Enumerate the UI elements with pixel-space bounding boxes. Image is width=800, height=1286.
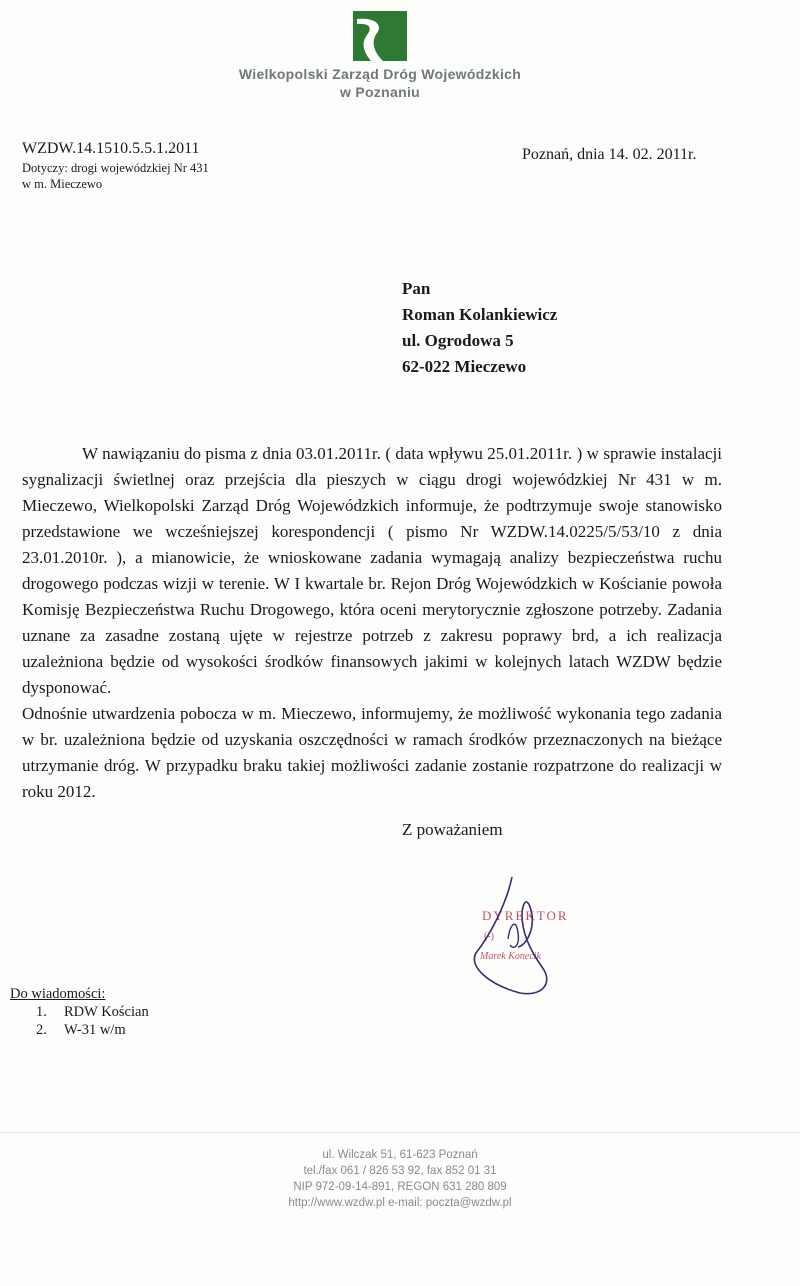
footer-web-email: http://www.wzdw.pl e-mail: poczta@wzdw.pl [288,1197,512,1209]
signature-stamp [470,875,610,995]
footer-address: ul. Wilczak 51, 61-623 Poznań [322,1149,478,1161]
body-paragraph-2: Odnośnie utwardzenia pobocza w m. Mieczewo, informujemy, że możliwość wykonania tego zadania w br. uzależniona będzie od uzyskania oszczędności w ramach środków przeznaczonych na bieżące utrzymanie dróg. W przypadku braku takiej możliwości zadanie zostanie rozpatrzone do realizacji w roku 2012. [22,704,722,801]
stamp-line: (-) [484,931,494,942]
recipient-street: ul. Ogrodowa 5 [402,331,514,350]
cc-item-number: 1. [36,1004,47,1020]
body-paragraph-1: W nawiązaniu do pisma z dnia 03.01.2011r. ( data wpływu 25.01.2011r. ) w sprawie instalacji sygnalizacji świetlnej oraz przejścia dla pieszych w ciągu drogi wojewódzkiej Nr 431 w m. Mieczewo, Wielkopolski Zarząd Dróg Wojewódzkich informuje, że podtrzymuje swoje stanowisko przedstawione we wcześniejszej korespondencji ( pismo Nr WZDW.14.0225/5/53/10 z dnia 23.01.2010r. ), a mianowicie, że wnioskowane zadania wymagają analizy bezpieczeństwa ruchu drogowego podczas wizji w terenie. W I kwartale br. Rejon Dróg Wojewódzkich w Kościanie powoła Komisję Bezpieczeństwa Ruchu Drogowego, która oceni merytorycznie zgłoszone potrzeby. Zadania uznane za zasadne zostaną ujęte w rejestrze potrzeb z zakresu poprawy brd, a ich realizacja uzależniona będzie od wysokości środków finansowych jakimi w kolejnych latach WZDW będzie dysponować. [22,444,722,697]
organization-name: Wielkopolski Zarząd Dróg Wojewódzkich [238,66,522,82]
stamp-name: Marek Konecik [480,951,541,962]
closing-salutation: Z poważaniem [402,820,503,839]
cc-item-number: 2. [36,1022,47,1038]
letter-date: Poznań, dnia 14. 02. 2011r. [522,146,697,163]
organization-city: w Poznaniu [340,84,420,100]
recipient-name: Roman Kolankiewicz [402,305,558,324]
reference-subject: Dotyczy: drogi wojewódzkiej Nr 431 [22,161,209,175]
stamp-title: DYREKTOR [482,908,569,923]
cc-item-text: RDW Kościan [64,1004,149,1020]
recipient-city: 62-022 Mieczewo [402,357,527,376]
footer-divider [0,1132,800,1133]
recipient-title: Pan [402,279,431,298]
reference-number: WZDW.14.1510.5.5.1.2011 [22,140,200,157]
wzdw-logo [353,11,407,61]
cc-heading: Do wiadomości: [10,986,106,1002]
reference-location: w m. Mieczewo [22,177,103,191]
footer-tax-ids: NIP 972-09-14-891, REGON 631 280 809 [293,1181,507,1193]
footer-phone: tel./fax 061 / 826 53 92, fax 852 01 31 [303,1165,497,1177]
letter-body [22,441,722,805]
cc-item-text: W-31 w/m [64,1022,126,1038]
